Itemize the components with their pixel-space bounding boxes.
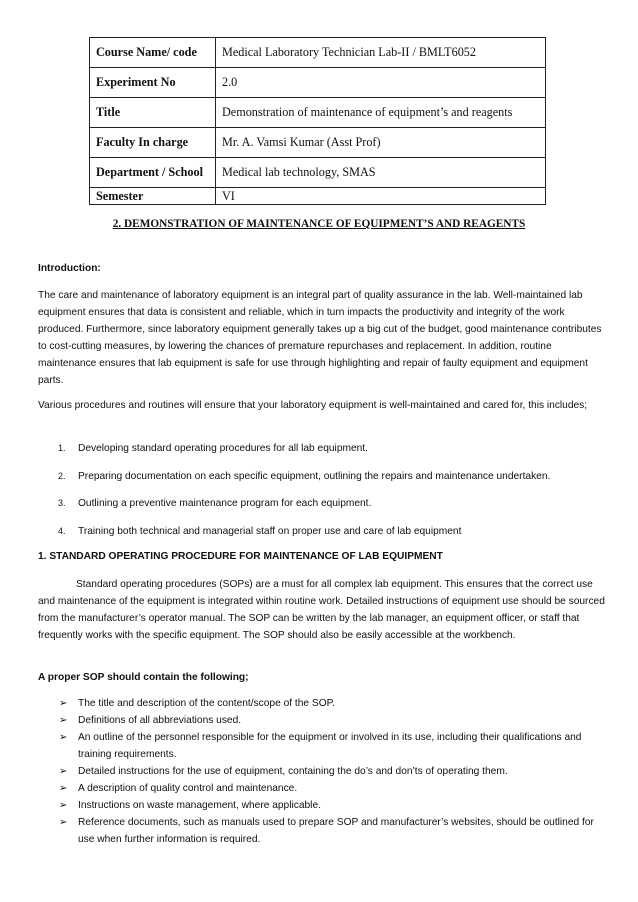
faculty-value: Mr. A. Vamsi Kumar (Asst Prof) xyxy=(216,128,546,158)
table-row xyxy=(90,188,546,205)
arrow-bullet-icon: ➢ xyxy=(59,766,68,777)
arrow-bullet-icon: ➢ xyxy=(59,817,68,828)
section1-paragraph: Standard operating procedures (SOPs) are a must for all complex lab equipment. This ensures that the correct use and maintenance of the equipment is integrated within routine work. Detailed instructions of equipment use should be sourced from the manufacturer’s operator manual. The SOP can be written by the lab manager, an equipment officer, or staff that frequently works with the specific equipment. The SOP should also be easily accessible at the workbench. xyxy=(38,579,605,641)
faculty-label: Faculty In charge xyxy=(90,128,216,158)
semester-label: Semester xyxy=(90,188,216,205)
list-number: 2. xyxy=(58,470,66,481)
experiment-no-label: Experiment No xyxy=(90,68,216,98)
list-item-text: Reference documents, such as manuals used to prepare SOP and manufacturer’s websites, should be outlined for use when further information is required. xyxy=(78,817,594,845)
list-item xyxy=(38,468,606,496)
arrow-bullet-icon: ➢ xyxy=(59,800,68,811)
list-item xyxy=(38,797,606,814)
arrow-bullet-icon: ➢ xyxy=(59,783,68,794)
list-item xyxy=(38,814,606,848)
experiment-no-value: 2.0 xyxy=(216,68,546,98)
list-item-text: Outlining a preventive maintenance program for each equipment. xyxy=(78,498,372,509)
list-item-text: Detailed instructions for the use of equipment, containing the do’s and don’ts of operating them. xyxy=(78,766,508,777)
arrow-bullet-icon: ➢ xyxy=(59,698,68,709)
list-item-text: Instructions on waste management, where applicable. xyxy=(78,800,321,811)
course-name-value: Medical Laboratory Technician Lab-II / BMLT6052 xyxy=(216,38,546,68)
list-item-text: Definitions of all abbreviations used. xyxy=(78,715,242,726)
course-info-table xyxy=(89,37,546,205)
arrow-bullet-icon: ➢ xyxy=(59,732,68,743)
semester-value: VI xyxy=(216,188,546,205)
arrow-bullet-icon: ➢ xyxy=(59,715,68,726)
list-number: 4. xyxy=(58,525,66,536)
introduction-heading: Introduction: xyxy=(38,263,101,274)
list-item xyxy=(38,780,606,797)
title-value: Demonstration of maintenance of equipment’s and reagents xyxy=(216,98,546,128)
list-item-text: The title and description of the content/scope of the SOP. xyxy=(78,698,335,709)
title-label: Title xyxy=(90,98,216,128)
numbered-list xyxy=(38,440,606,550)
list-item-text: Preparing documentation on each specific equipment, outlining the repairs and maintenance undertaken. xyxy=(78,470,551,482)
list-item xyxy=(38,523,606,551)
list-item xyxy=(38,495,606,523)
list-item-text: A description of quality control and maintenance. xyxy=(78,783,298,794)
list-item xyxy=(38,440,606,468)
course-name-label: Course Name/ code xyxy=(90,38,216,68)
list-item-text: An outline of the personnel responsible for the equipment or involved in its use, including their qualifications and training requirements. xyxy=(78,732,582,760)
list-item-text: Training both technical and managerial staff on proper use and care of lab equipment xyxy=(78,525,462,537)
list-item xyxy=(38,763,606,780)
list-number: 1. xyxy=(58,443,66,453)
department-value: Medical lab technology, SMAS xyxy=(216,158,546,188)
list-item-text: Developing standard operating procedures for all lab equipment. xyxy=(78,443,368,454)
table-row xyxy=(90,158,546,188)
introduction-paragraph: The care and maintenance of laboratory equipment is an integral part of quality assurance in the lab. Well-maintained lab equipment ensures that data is consistent and reliable, which in turn impacts the productivity and integrity of the work produced. Furthermore, since laboratory equipment generally takes up a big cut of the budget, good maintenance contributes to cost-cutting measures, by lowering the chances of premature repurchases and replacement. In addition, routine maintenance ensures that lab equipment is safe for use through highlighting and repair of faulty equipment and equipment parts. xyxy=(38,290,602,386)
procedures-paragraph: Various procedures and routines will ensure that your laboratory equipment is well-maintained and cared for, this includes; xyxy=(38,400,588,411)
section1-heading: 1. STANDARD OPERATING PROCEDURE FOR MAINTENANCE OF LAB EQUIPMENT xyxy=(38,551,443,562)
sop-heading: A proper SOP should contain the following; xyxy=(38,672,249,683)
sop-bullet-list xyxy=(38,695,606,848)
table-row xyxy=(90,68,546,98)
table-row xyxy=(90,128,546,158)
table-row xyxy=(90,98,546,128)
table-row xyxy=(90,38,546,68)
list-item xyxy=(38,729,606,763)
document-title: 2. DEMONSTRATION OF MAINTENANCE OF EQUIPMENT’S AND REAGENTS xyxy=(112,218,526,230)
list-number: 3. xyxy=(58,498,66,508)
list-item xyxy=(38,712,606,729)
department-label: Department / School xyxy=(90,158,216,188)
list-item xyxy=(38,695,606,712)
